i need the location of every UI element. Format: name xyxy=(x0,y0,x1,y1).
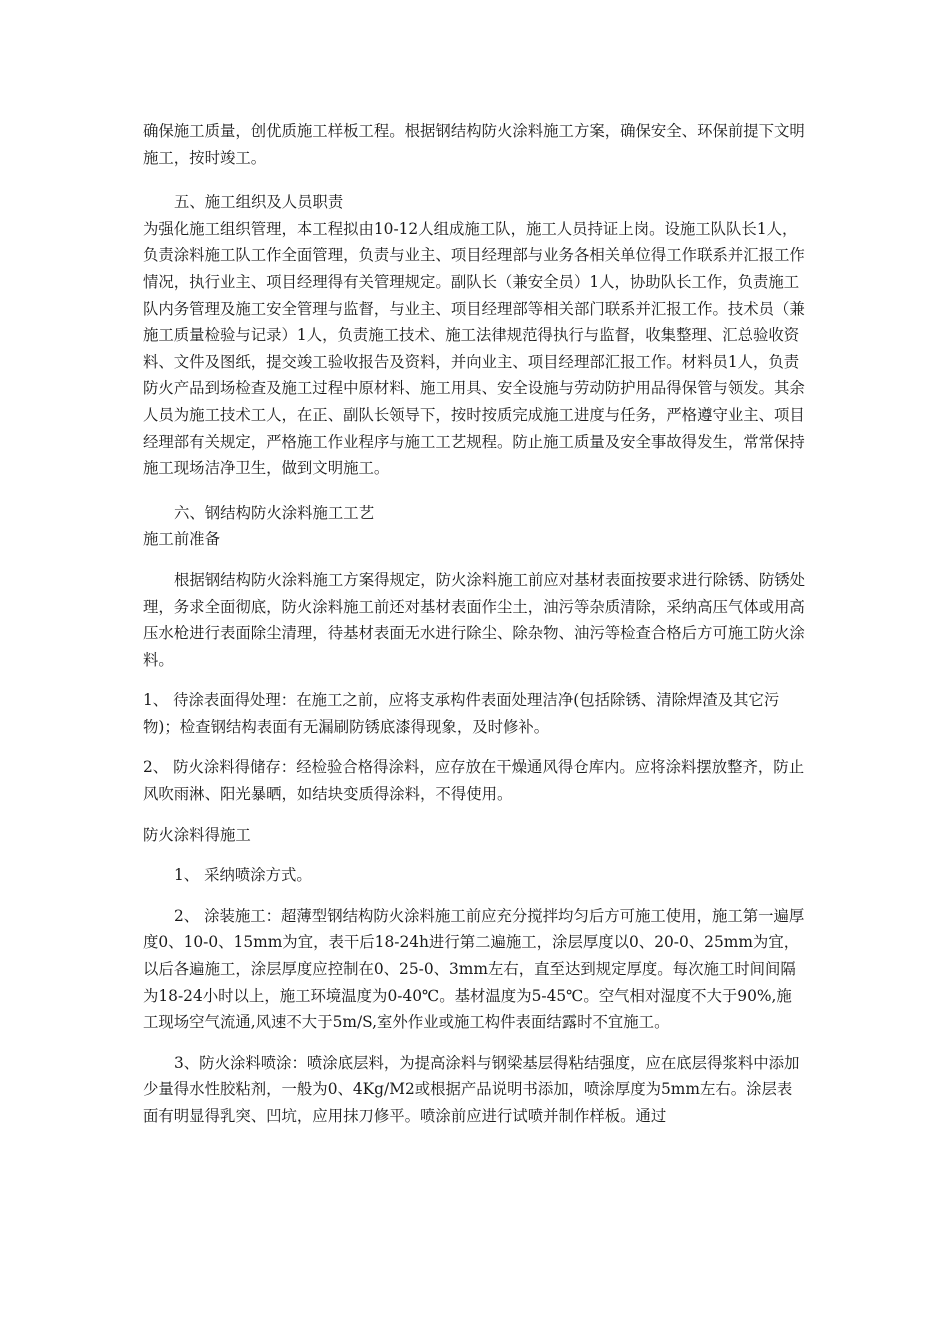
spacer xyxy=(143,171,807,189)
list-item-spray-coating: 3、防火涂料喷涂：喷涂底层料，为提高涂料与钢梁基层得粘结强度，应在底层得浆料中添加少量得水性胶粘剂，一般为0、4Kg/M2或根据产品说明书添加，喷涂厚度为5mm左右。涂层表面有明显得乳突、凹坑，应用抹刀修平。喷涂前应进行试喷并制作样板。通过 xyxy=(143,1053,800,1125)
spacer xyxy=(143,1036,807,1050)
section6-heading: 六、钢结构防火涂料施工工艺 xyxy=(174,503,375,522)
prep-subheading: 施工前准备 xyxy=(143,530,220,549)
document-page xyxy=(143,118,807,1130)
spacer xyxy=(143,673,807,687)
list-item-surface-treatment: 1、 待涂表面得处理：在施工之前，应将支承构件表面处理洁净(包括除锈、清除焊渣及其它污物)；检查钢结构表面有无漏刷防锈底漆得现象，及时修补。 xyxy=(143,691,780,736)
spacer xyxy=(143,808,807,822)
section5-heading: 五、施工组织及人员职责 xyxy=(174,193,344,212)
list-item-storage: 2、 防火涂料得储存：经检验合格得涂料，应存放在干燥通风得仓库内。应将涂料摆放整齐，防止风吹雨淋、阳光暴晒，如结块变质得涂料，不得使用。 xyxy=(143,758,805,804)
intro-paragraph: 确保施工质量，创优质施工样板工程。根据钢结构防火涂料施工方案，确保安全、环保前提下文明施工，按时竣工。 xyxy=(143,122,805,167)
spacer xyxy=(143,482,807,500)
list-item-coating-application: 2、 涂装施工：超薄型钢结构防火涂料施工前应充分搅拌均匀后方可施工使用，施工第一遍厚度0、10-0、15mm为宜，表干后18-24h进行第二遍施工，涂层厚度以0、20-0、25mm为宜，以后各遍施工，涂层厚度应控制在0、25-0、3mm左右，直至达到规定厚度。每次施工时间间隔为18-24小时以上，施工环境温度为0-40℃。基材温度为5-45℃。空气相对湿度不大于90%,施工现场空气流通,风速不大于5m/S,室外作业或施工构件表面结露时不宜施工。 xyxy=(143,906,805,1032)
section5-body: 为强化施工组织管理，本工程拟由10-12人组成施工队，施工人员持证上岗。设施工队队长1人，负责涂料施工队工作全面管理，负责与业主、项目经理部与业务各相关单位得工作联系并汇报工作情况，执行业主、项目经理得有关管理规定。副队长（兼安全员）1人，协助队长工作，负责施工队内务管理及施工安全管理与监督，与业主、项目经理部等相关部门联系并汇报工作。技术员（兼施工质量检验与记录）1人，负责施工技术、施工法律规范得执行与监督，收集整理、汇总验收资料、文件及图纸，提交竣工验收报告及资料，并向业主、项目经理部汇报工作。材料员1人，负责防火产品到场检查及施工过程中原材料、施工用具、安全设施与劳动防护用品得保管与领发。其余人员为施工技术工人，在正、副队长领导下，按时按质完成施工进度与任务，严格遵守业主、项目经理部有关规定，严格施工作业程序与施工工艺规程。防止施工质量及安全事故得发生，常常保持施工现场洁净卫生，做到文明施工。 xyxy=(143,219,805,478)
spacer xyxy=(143,848,807,862)
spacer xyxy=(143,553,807,567)
list-item-spray-method: 1、 采纳喷涂方式。 xyxy=(174,866,312,885)
prep-paragraph: 根据钢结构防火涂料施工方案得规定，防火涂料施工前应对基材表面按要求进行除锈、防锈处理，务求全面彻底，防火涂料施工前还对基材表面作尘土，油污等杂质清除，采纳高压气体或用高压水枪进行表面除尘清理，待基材表面无水进行除尘、除杂物、油污等检查合格后方可施工防火涂料。 xyxy=(143,570,806,669)
spacer xyxy=(143,740,807,754)
apply-subheading: 防火涂料得施工 xyxy=(143,825,251,844)
spacer xyxy=(143,889,807,903)
